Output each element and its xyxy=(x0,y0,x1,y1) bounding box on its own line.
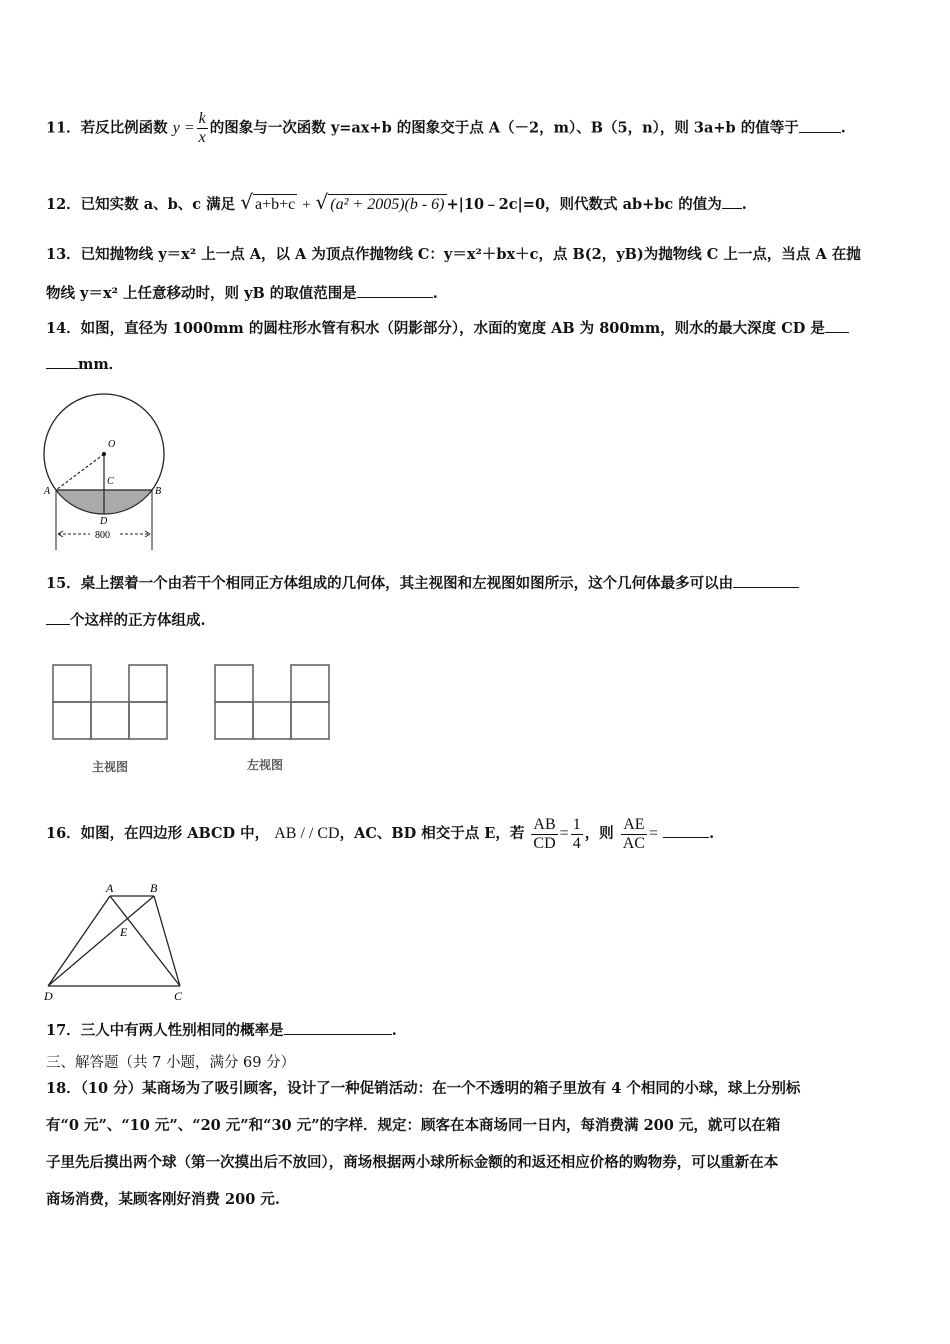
q11-prefix: 11．若反比例函数 xyxy=(46,119,168,137)
q13-answer-blank[interactable] xyxy=(357,283,433,298)
q11-suffix: 的图象与一次函数 y=ax+b 的图象交于点 A（－2，m）、B（5，n），则 3a+b 的值等于 xyxy=(209,119,799,137)
front-view-caption: 主视图 xyxy=(92,760,129,774)
q16-frac-ae-ac xyxy=(621,816,647,853)
q12-root2: (a² + 2005)(b - 6) xyxy=(330,196,445,213)
q12-root1: a+b+c xyxy=(254,196,296,213)
label-o: O xyxy=(108,439,116,450)
side-bc xyxy=(154,896,180,986)
q12-suffix: +|10﹣2c|=0，则代数式 ab+bc 的值为 xyxy=(446,196,722,213)
q13-line2: 物线 y＝x² 上任意移动时，则 yB 的取值范围是 xyxy=(46,285,357,302)
q16-frac-1-4 xyxy=(571,816,583,853)
sqrt-icon: √ xyxy=(240,190,253,214)
front-cell xyxy=(129,665,167,702)
front-cell xyxy=(53,665,91,702)
q17-end: . xyxy=(391,1022,397,1039)
q11-fraction xyxy=(197,110,208,147)
diagonal-ac xyxy=(110,896,180,986)
question-16 xyxy=(46,804,714,864)
q18-line3: 子里先后摸出两个球（第一次摸出后不放回），商场根据两小球所标金额的和返还相应价格的购物券，可以重新在本 xyxy=(46,1154,779,1171)
q16-answer-blank[interactable] xyxy=(663,823,709,838)
front-cell xyxy=(53,702,91,739)
pipe-circle-figure xyxy=(40,390,175,555)
front-cell xyxy=(91,702,129,739)
label-b: B xyxy=(155,486,162,497)
q16-eq2: = xyxy=(648,825,659,842)
label-d: D xyxy=(100,516,108,527)
front-cell xyxy=(129,702,167,739)
q15-line2-wrap xyxy=(46,610,206,631)
left-cell xyxy=(215,702,253,739)
trapezoid-figure xyxy=(40,876,190,1006)
left-cell xyxy=(291,702,329,739)
q15-line1: 15．桌上摆着一个由若干个相同正方体组成的几何体，其主视图和左视图如图所示，这个几何体最多可以由 xyxy=(46,575,734,592)
left-cell xyxy=(215,665,253,702)
sqrt-icon: √ xyxy=(315,190,329,214)
q14-line1: 14．如图，直径为 1000mm 的圆柱形水管有积水（阴影部分），水面的宽度 AB 为 800mm，则水的最大深度 CD 是 xyxy=(46,320,825,337)
question-17 xyxy=(46,1020,397,1041)
q16-end: . xyxy=(709,825,715,842)
q16-f3-num: AE xyxy=(621,816,647,835)
label-width: 800 xyxy=(95,530,110,541)
radius-oa-dashed xyxy=(56,454,104,490)
q11-frac-num: k xyxy=(198,110,206,127)
q13-line1: 13．已知抛物线 y＝x² 上一点 A，以 A 为顶点作抛物线 C：y＝x²＋bx＋c，点 B(2，yB)为抛物线 C 上一点，当点 A 在抛 xyxy=(46,246,861,263)
front-view-figure xyxy=(52,664,170,742)
left-cell xyxy=(291,665,329,702)
q16-prefix: 16．如图，在四边形 ABCD 中， xyxy=(46,825,270,842)
q16-f2-den: 4 xyxy=(572,834,581,852)
left-view-figure xyxy=(214,664,332,742)
q15-answer-blank-b[interactable] xyxy=(46,610,70,625)
q12-plus: + xyxy=(302,197,311,213)
label-c: C xyxy=(174,989,183,1003)
q13-end: . xyxy=(432,285,438,302)
left-cell xyxy=(253,702,291,739)
q14-answer-blank-a[interactable] xyxy=(825,318,849,333)
q16-frac-ab-cd xyxy=(531,816,557,853)
q15-line1-wrap xyxy=(46,573,799,594)
q18-line2: 有“0 元”、“10 元”、“20 元”和“30 元”的字样．规定：顾客在本商场同一日内，每消费满 200 元，就可以在箱 xyxy=(46,1117,781,1134)
q12-end: . xyxy=(741,196,747,213)
q14-answer-blank-b[interactable] xyxy=(46,354,78,369)
q13-line2-wrap xyxy=(46,283,438,304)
label-c: C xyxy=(107,476,114,487)
q18-line1: 18．（10 分）某商场为了吸引顾客，设计了一种促销活动：在一个不透明的箱子里放有 4 个相同的小球，球上分别标 xyxy=(46,1080,801,1097)
q14-line2: mm． xyxy=(78,356,124,373)
q16-eq: = xyxy=(559,825,569,842)
label-d: D xyxy=(44,989,53,1003)
q17-text: 17．三人中有两人性别相同的概率是 xyxy=(46,1022,284,1039)
q11-end: . xyxy=(840,119,846,137)
q14-line2-wrap xyxy=(46,354,123,375)
q16-mid: ，AC、BD 相交于点 E，若 xyxy=(339,825,525,842)
q18-line4: 商场消费，某顾客刚好消费 200 元. xyxy=(46,1191,280,1208)
q15-line2: 个这样的正方体组成. xyxy=(70,612,206,629)
q16-then: ，则 xyxy=(584,825,614,842)
q16-parallel: AB / / CD xyxy=(274,825,340,842)
q12-prefix: 12．已知实数 a、b、c 满足 xyxy=(46,196,236,213)
q16-f3-den: AC xyxy=(622,834,645,852)
question-12 xyxy=(46,192,747,215)
question-11 xyxy=(46,110,846,147)
q11-y-eq: y = xyxy=(172,119,195,137)
q16-f1-num: AB xyxy=(533,815,556,833)
section-3-heading: 三、解答题（共 7 小题，满分 69 分） xyxy=(46,1055,296,1071)
q14-line1-wrap xyxy=(46,318,849,339)
label-e: E xyxy=(120,925,128,939)
label-a: A xyxy=(44,486,51,497)
q16-f2-num: 1 xyxy=(572,815,581,833)
center-point xyxy=(102,452,106,456)
q11-answer-blank[interactable] xyxy=(799,118,841,133)
left-view-caption: 左视图 xyxy=(247,758,284,772)
q15-answer-blank-a[interactable] xyxy=(733,573,799,588)
q11-frac-den: x xyxy=(198,129,206,146)
q17-answer-blank[interactable] xyxy=(284,1020,392,1035)
label-a: A xyxy=(106,881,114,895)
q12-answer-blank[interactable] xyxy=(722,194,742,209)
q16-f1-den: CD xyxy=(533,834,556,852)
label-b: B xyxy=(150,881,158,895)
